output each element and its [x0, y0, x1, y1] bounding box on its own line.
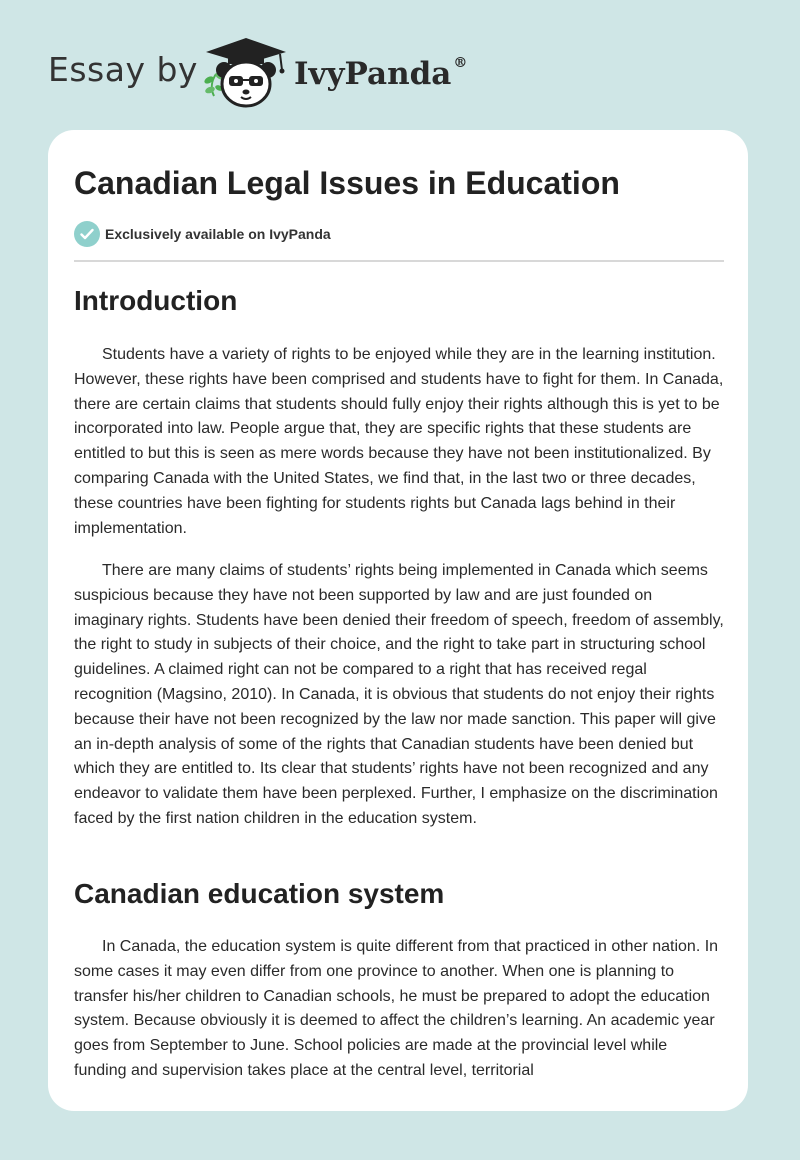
title-divider — [74, 260, 724, 262]
section-heading-introduction: Introduction — [74, 285, 238, 316]
panda-logo-icon[interactable] — [200, 36, 292, 110]
paragraph: In Canada, the education system is quite different from that practiced in other nation. In some cases it may even differ from one province to another. When one is planning to transfer his/her children to Canadian schools, he must be prepared to adopt the education system. Because obviously it is deemed to affect the children’s learning. An academic year goes from September to June. School policies are made at the provincial level while funding and supervision takes place at the central level, territorial — [74, 938, 719, 1079]
section-heading-canadian-education-system: Canadian education system — [74, 878, 445, 909]
page-title: Canadian Legal Issues in Education — [74, 165, 620, 201]
essay-by-label: Essay by — [48, 50, 198, 89]
checkmark-icon — [74, 221, 100, 247]
exclusive-label: Exclusively available on IvyPanda — [105, 226, 331, 242]
paragraph: There are many claims of students’ rights being implemented in Canada which seems suspicious because they have not been supported by law and are just founded on imaginary rights. Students have been denied their freedom of speech, freedom of assembly, the right to study in subjects of their choice, and the right to take part in structuring school guidelines. A claimed right can not be compared to a right that has received regal recognition (Magsino, 2010). In Canada, it is obvious that students do not enjoy their rights because their have not been recognized by the law nor made sanction. This paper will give an in-depth analysis of some of the rights that Canadian students have been denied but which they are entitled to. Its clear that students’ rights have not been recognized and any endeavor to validate them have been perplexed. Further, I emphasize on the discrimination faced by the first nation children in the education system. — [74, 562, 724, 827]
site-header — [48, 36, 568, 108]
registered-mark: ® — [453, 54, 468, 71]
essay-card — [48, 130, 748, 1111]
brand-name[interactable]: IvyPanda ® — [294, 54, 468, 92]
exclusive-badge — [74, 221, 331, 247]
paragraph: Students have a variety of rights to be enjoyed while they are in the learning institution. However, these rights have been comprised and students have to fight for them. In Canada, there are certain claims that students should fully enjoy their rights although this is yet to be incorporated into law. People argue that, they are specific rights that these students are entitled to but this is seen as mere words because they have not been institutionalized. By comparing Canada with the United States, we find that, in the last two or three decades, these countries have been fighting for students rights but Canada lags behind in their implementation. — [74, 346, 724, 537]
